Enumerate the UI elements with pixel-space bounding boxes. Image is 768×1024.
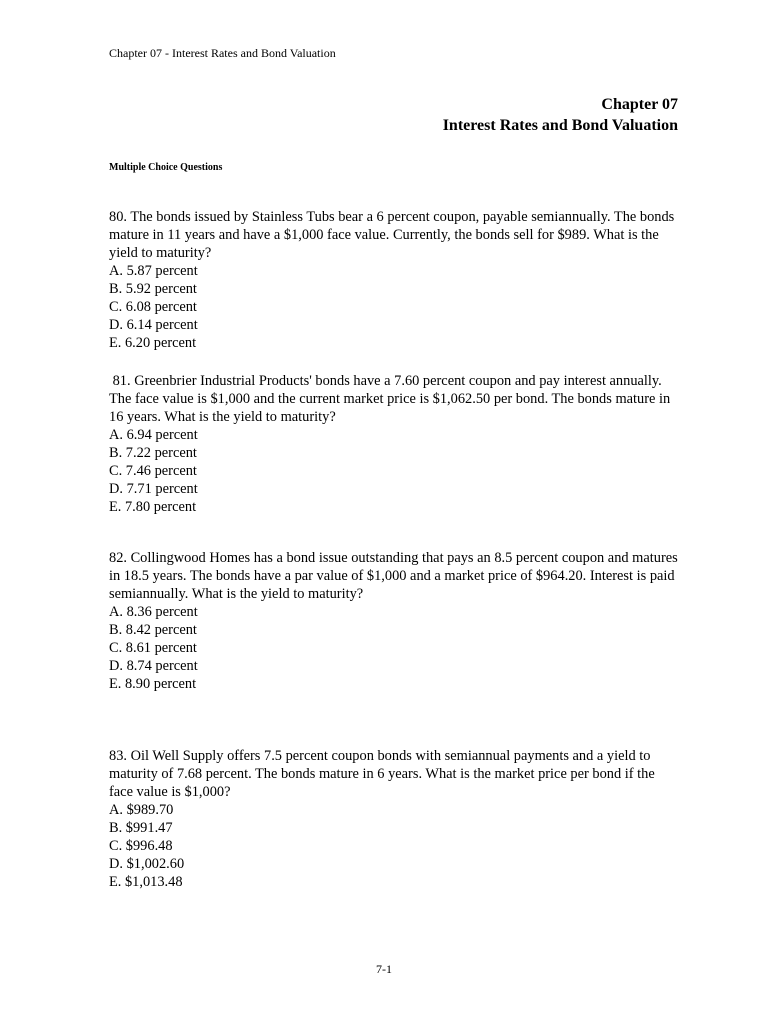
- question-81: [109, 372, 679, 516]
- running-header: Chapter 07 - Interest Rates and Bond Valuation: [109, 46, 336, 60]
- question-stem: 80. The bonds issued by Stainless Tubs bear a 6 percent coupon, payable semiannually. The bonds mature in 11 years and have a $1,000 face value. Currently, the bonds sell for $989. What is the yield to maturity?: [109, 209, 675, 261]
- question-stem: 82. Collingwood Homes has a bond issue outstanding that pays an 8.5 percent coupon and matures in 18.5 years. The bonds have a par value of $1,000 and a market price of $964.20. Interest is paid semiannually. What is the yield to maturity?: [109, 550, 678, 602]
- chapter-heading: [443, 94, 678, 136]
- question-stem: 83. Oil Well Supply offers 7.5 percent coupon bonds with semiannual payments and a yield to maturity of 7.68 percent. The bonds mature in 6 years. What is the market price per bond if the face value is $1,000?: [109, 748, 655, 800]
- answer-option-a: A. 8.36 percent: [109, 604, 198, 620]
- answer-option-e: E. $1,013.48: [109, 874, 183, 890]
- section-label: Multiple Choice Questions: [109, 162, 223, 173]
- answer-option-c: C. $996.48: [109, 838, 173, 854]
- question-80: [109, 208, 679, 352]
- chapter-title: Interest Rates and Bond Valuation: [442, 117, 678, 134]
- answer-option-b: B. 7.22 percent: [109, 445, 197, 461]
- answer-option-b: B. 5.92 percent: [109, 281, 197, 297]
- question-stem: 81. Greenbrier Industrial Products' bonds have a 7.60 percent coupon and pay interest annually. The face value is $1,000 and the current market price is $1,062.50 per bond. The bonds mature in 16 years. What is the yield to maturity?: [109, 373, 674, 425]
- answer-option-c: C. 8.61 percent: [109, 640, 197, 656]
- answer-option-e: E. 6.20 percent: [109, 335, 197, 351]
- answer-option-b: B. $991.47: [109, 820, 173, 836]
- answer-option-a: A. $989.70: [109, 802, 174, 818]
- chapter-number: Chapter 07: [601, 96, 678, 113]
- page-number: 7-1: [376, 962, 392, 976]
- answer-option-e: E. 7.80 percent: [109, 499, 197, 515]
- answer-option-c: C. 7.46 percent: [109, 463, 197, 479]
- answer-option-b: B. 8.42 percent: [109, 622, 197, 638]
- answer-option-a: A. 5.87 percent: [109, 263, 198, 279]
- question-82: [109, 549, 679, 693]
- answer-options: [109, 262, 679, 352]
- answer-option-a: A. 6.94 percent: [109, 427, 198, 443]
- answer-option-d: D. $1,002.60: [109, 856, 185, 872]
- answer-option-d: D. 8.74 percent: [109, 658, 198, 674]
- question-83: [109, 747, 679, 891]
- answer-options: [109, 801, 679, 891]
- answer-option-d: D. 7.71 percent: [109, 481, 198, 497]
- answer-option-e: E. 8.90 percent: [109, 676, 197, 692]
- answer-option-c: C. 6.08 percent: [109, 299, 197, 315]
- answer-option-d: D. 6.14 percent: [109, 317, 198, 333]
- answer-options: [109, 426, 679, 516]
- answer-options: [109, 603, 679, 693]
